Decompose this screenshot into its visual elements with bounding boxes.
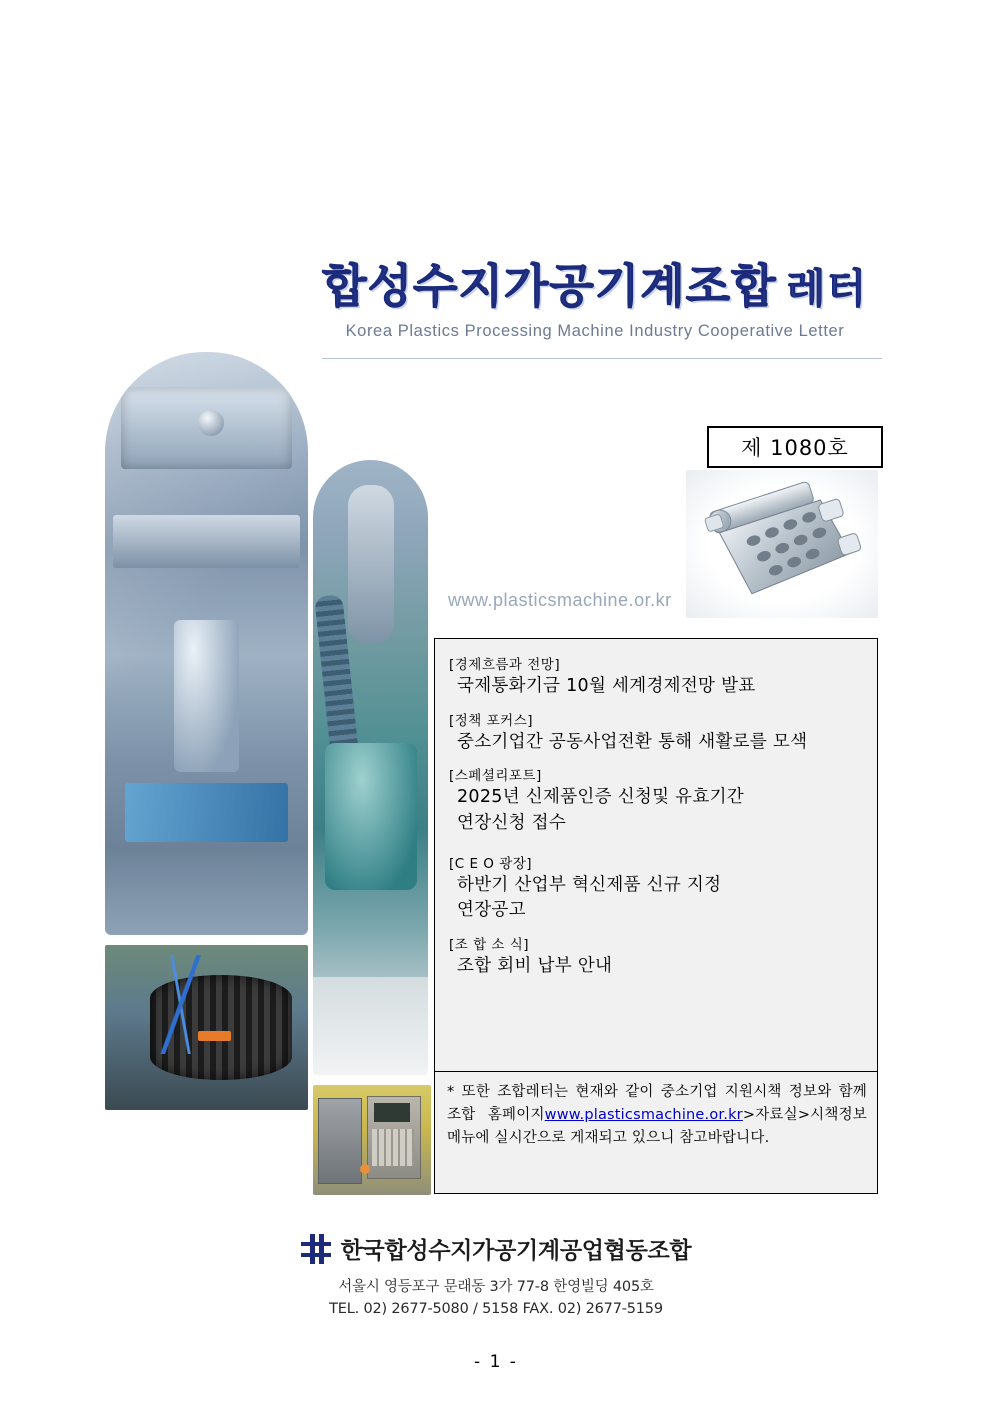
organization-block — [301, 1232, 692, 1265]
extruder-machine-photo — [313, 460, 428, 1075]
masthead-divider — [322, 358, 882, 359]
homepage-link[interactable]: www.plasticsmachine.or.kr — [544, 1107, 743, 1124]
section-label-association-news: [조 합 소 식] — [449, 936, 530, 953]
footer — [0, 1232, 992, 1320]
masthead — [300, 259, 890, 377]
footer-address — [0, 1276, 992, 1321]
section-item-special-report-1: 2025년 신제품인증 신청및 유효기간 — [457, 787, 744, 808]
masthead-subtitle: Korea Plastics Processing Machine Industry Cooperative Letter — [345, 322, 845, 341]
contents-note-divider — [435, 1071, 877, 1072]
section-item-ceo-2: 연장공고 — [457, 900, 526, 921]
section-label-ceo: [C E O 광장] — [449, 855, 533, 872]
section-item-economy-1: 국제통화기금 10월 세계경제전망 발표 — [457, 676, 756, 696]
cnc-control-panel-photo — [313, 1085, 431, 1195]
issue-number-box — [707, 426, 883, 468]
metal-bracket-product-photo — [686, 470, 878, 618]
masthead-title-accent: 레터 — [786, 266, 868, 312]
masthead-title-main: 합성수지가공기계조합 — [322, 259, 777, 313]
page-number: - 1 - — [474, 1352, 518, 1372]
section-item-special-report-2: 연장신청 접수 — [457, 812, 567, 833]
contents-box — [434, 638, 878, 1194]
footer-address-line1: 서울시 영등포구 문래동 3가 77-8 한영빌딩 405호 — [338, 1278, 654, 1295]
contents-note — [447, 1081, 867, 1151]
masthead-title — [300, 259, 890, 313]
issue-number-label: 제 1080호 — [741, 436, 849, 460]
section-item-association-news-1: 조합 회비 납부 안내 — [457, 955, 613, 976]
footer-address-line2: TEL. 02) 2677-5080 / 5158 FAX. 02) 2677-5159 — [329, 1300, 663, 1317]
website-watermark: www.plasticsmachine.or.kr — [448, 590, 672, 610]
section-item-ceo-1: 하반기 산업부 혁신제품 신규 지정 — [457, 874, 722, 895]
injection-molding-machine-photo — [105, 352, 308, 935]
organization-name: 한국합성수지가공기계공업협동조합 — [340, 1238, 692, 1264]
section-item-policy-1: 중소기업간 공동사업전환 통해 새활로를 모색 — [457, 731, 808, 752]
corrugated-pipe-machine-photo — [105, 945, 308, 1110]
association-logo-icon — [301, 1234, 331, 1264]
note-text-before-link: * 또한 조합레터는 현재와 같이 중소기업 지원시책 정보와 함께 조합 홈페이지 — [447, 1084, 867, 1124]
section-label-economy: [경제흐름과 전망] — [449, 657, 561, 673]
section-label-special-report: [스페셜리포트] — [449, 768, 542, 785]
note-text-after-link: >자료실>시책정보 메뉴에 실시간으로 게재되고 있으니 참고바랍니다. — [447, 1107, 867, 1147]
section-label-policy: [정책 포커스] — [449, 712, 534, 729]
